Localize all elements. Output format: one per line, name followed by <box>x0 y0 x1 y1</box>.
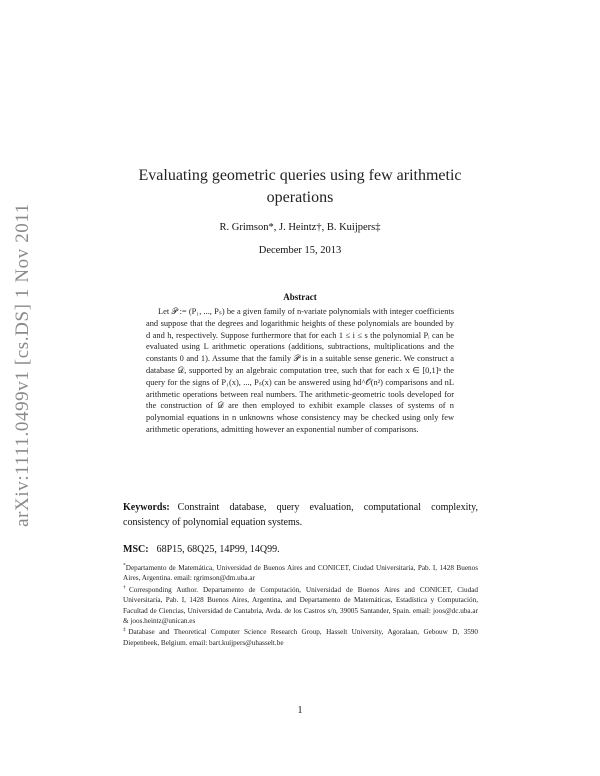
msc-text: 68P15, 68Q25, 14P99, 14Q99. <box>156 544 280 555</box>
arxiv-identifier-text: arXiv:1111.0499v1 [cs.DS] 1 Nov 2011 <box>12 203 33 527</box>
paper-date: December 15, 2013 <box>258 245 342 256</box>
arxiv-identifier-stamp <box>4 200 42 530</box>
footnote-affiliation-kuijpers <box>123 627 478 648</box>
footnote-text: Corresponding Author. Departamento de Computación, Universidad de Buenos Aires and CONICET, Ciudad Universitaria, Pab. I, 1428 Buenos Aires, Argentina, and Departamento de Matemáticas, Estadística y Computación, Facultad de Ciencias, Universidad de Cantabria, Avda. de los Castros s/n, 39005 Santander, Spain. email: joos@dc.uba.ar & joos.heintz@unican.es <box>123 585 478 626</box>
footnote-affiliation-heintz <box>123 585 478 627</box>
footnote-mark: * <box>123 562 126 569</box>
keywords-section <box>123 500 478 530</box>
msc-section <box>123 542 478 557</box>
footnote-text: Departamento de Matemática, Universidad de Buenos Aires and CONICET, Ciudad Universitaria, Pab. I, 1428 Buenos Aires, Argentina. email: rgrimson@dm.uba.ar <box>123 564 478 583</box>
paper-title: Evaluating geometric queries using few arithmetic operations <box>138 167 462 206</box>
footnote-affiliation-grimson <box>123 563 478 584</box>
keywords-label: Keywords: <box>123 502 170 513</box>
footnotes <box>123 563 478 649</box>
msc-label: MSC: <box>123 544 149 555</box>
abstract-heading: Abstract <box>283 292 317 302</box>
abstract-text: Let 𝒫 := (P₁, ..., Pₛ) be a given family of n-variate polynomials with integer coefficients and suppose that the degrees and logarithmic heights of these polynomials are bounded by d and h, respectively. Suppose furthermore that for each 1 ≤ i ≤ s the polynomial Pᵢ can be evaluated using L arithmetic operations (additions, subtractions, multiplications and the constants 0 and 1). Assume that the family 𝒫 is in a suitable sense generic. We construct a database 𝒟, supported by an algebraic computation tree, such that for each x ∈ [0,1]ⁿ the query for the signs of P₁(x), ..., Pₛ(x) can be answered using hd^𝒪(n²) comparisons and nL arithmetic operations between real numbers. The arithmetic-geometric tools developed for the construction of 𝒟 are then employed to exhibit example classes of systems of n polynomial equations in n unknowns whose consistency may be checked using only few arithmetic operations, admitting however an exponential number of comparisons. <box>146 307 454 434</box>
footnote-mark: † <box>123 584 129 591</box>
footnote-mark: ‡ <box>123 627 129 634</box>
footnote-text: Database and Theoretical Computer Science Research Group, Hasselt University, Agoralaan, Gebouw D, 3590 Diepenbeek, Belgium. email: bart.kuijpers@uhasselt.be <box>123 628 478 647</box>
abstract-body <box>146 306 454 436</box>
author-list: R. Grimson*, J. Heintz†, B. Kuijpers‡ <box>219 222 381 233</box>
page-number: 1 <box>297 705 303 716</box>
keywords-text: Constraint database, query evaluation, computational complexity, consistency of polynomial equation systems. <box>123 502 478 528</box>
